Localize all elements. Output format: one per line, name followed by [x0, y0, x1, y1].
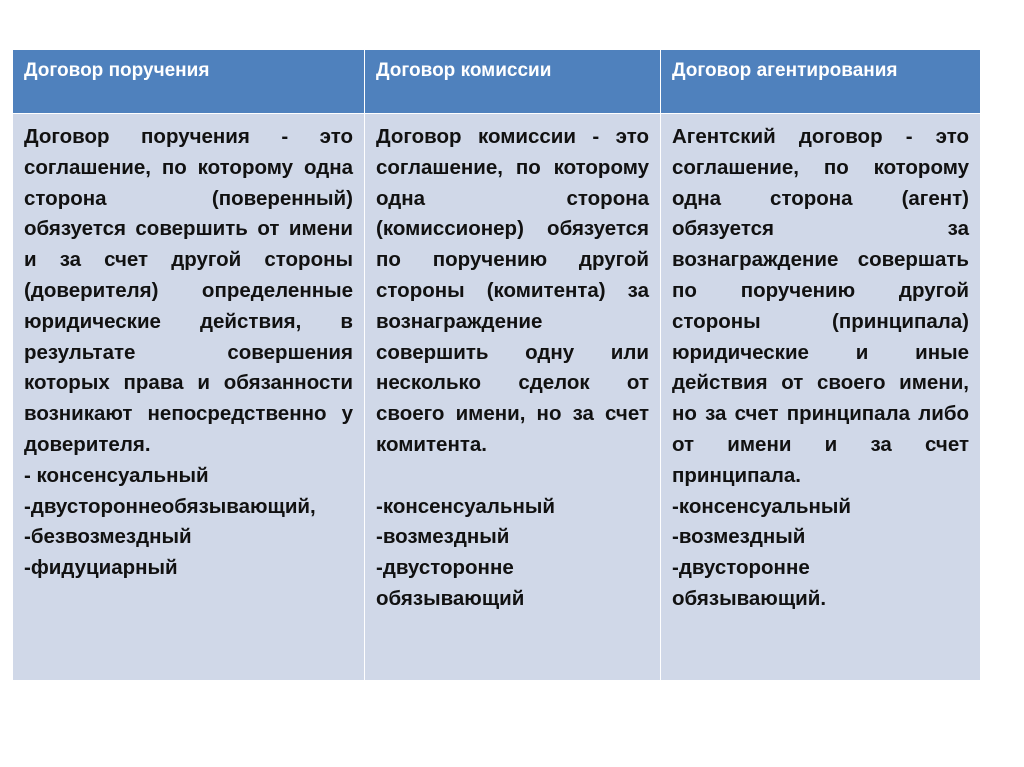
trait-item: -безвозмездный	[24, 525, 192, 549]
trait-item: -возмездный	[376, 525, 510, 549]
trait-item: -двусторонне	[672, 556, 810, 580]
trait-item: -фидуциарный	[24, 556, 178, 580]
trait-item: -двусторонне	[376, 556, 514, 580]
trait-item: -консенсуальный	[376, 494, 555, 518]
content-row	[13, 114, 981, 681]
comparison-table	[12, 49, 981, 681]
header-cell-agency-mandate: Договор поручения	[13, 50, 365, 114]
content-cell-agency	[661, 114, 981, 681]
definition-text: Агентский договор - это соглашение, по которому одна сторона (агент) обязуется за вознаграждение совершать по поручению другой стороны (принципала) юридические и иные действия от своего имени, но за счет принципала либо от имени и за счет принципала.	[672, 125, 969, 487]
trait-item: -двустороннеобязывающий,	[24, 494, 316, 518]
definition-text: Договор комиссии - это соглашение, по которому одна сторона (комиссионер) обязуется по поручению другой стороны (комитента) за вознаграждение совершить одну или несколько сделок от своего имени, но за счет комитента.	[376, 125, 649, 456]
trait-item: - консенсуальный	[24, 463, 209, 487]
traits-list	[376, 492, 649, 615]
content-cell-agency-mandate	[13, 114, 365, 681]
trait-item: -возмездный	[672, 525, 806, 549]
trait-item: обязывающий	[376, 586, 525, 610]
header-cell-commission: Договор комиссии	[365, 50, 661, 114]
trait-item: обязывающий.	[672, 586, 827, 610]
content-cell-commission	[365, 114, 661, 681]
traits-list	[672, 492, 969, 615]
definition-text: Договор поручения - это соглашение, по которому одна сторона (поверенный) обязуется совершить от имени и за счет другой стороны (доверителя) определенные юридические действия, в результате совершения которых права и обязанности возникают непосредственно у доверителя.	[24, 125, 353, 456]
trait-item: -консенсуальный	[672, 494, 851, 518]
header-row	[13, 50, 981, 114]
traits-list	[24, 461, 353, 584]
header-cell-agency: Договор агентирования	[661, 50, 981, 114]
